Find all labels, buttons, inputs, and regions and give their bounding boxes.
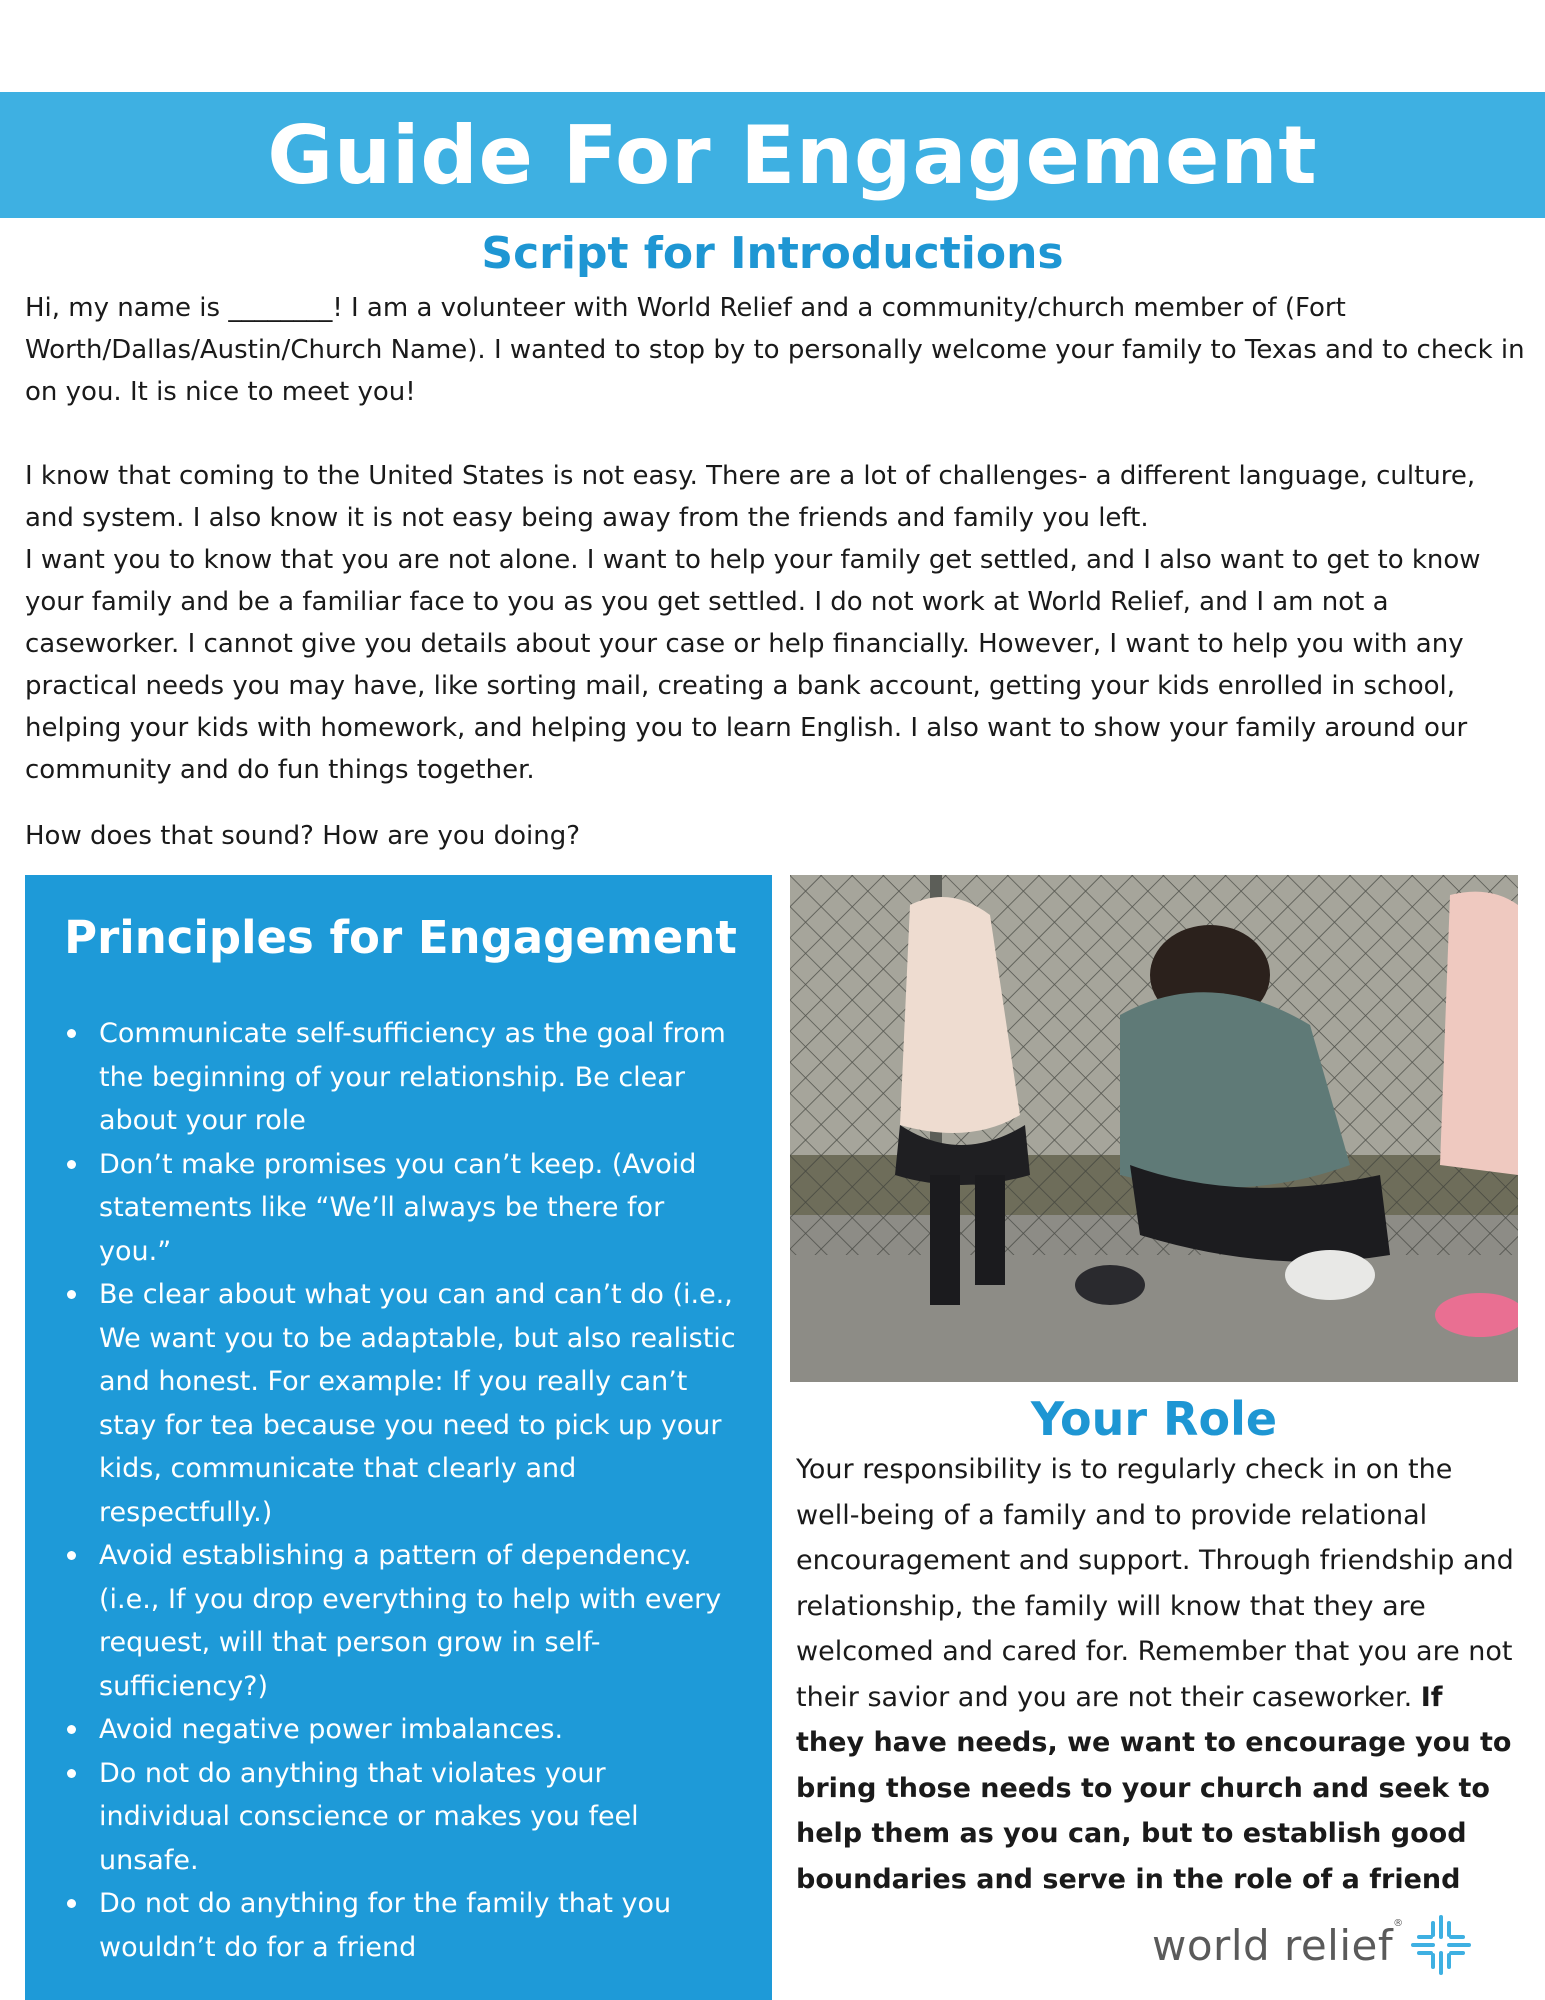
volunteer-photo [790,875,1518,1382]
intro-paragraph: How does that sound? How are you doing? [25,821,581,851]
role-text [796,1447,1516,1902]
list-item-text: Don’t make promises you can’t keep. (Avoid statements like “We’ll always be there for you.” [99,1148,697,1267]
list-item-text: Avoid establishing a pattern of dependency. (i.e., If you drop everything to help with every request, will that person grow in self-sufficiency?) [99,1540,722,1702]
bullet-icon [67,1290,76,1299]
principles-list [57,1012,744,1969]
role-text-regular: Your responsibility is to regularly check in on the well-being of a family and to provide relational encouragement and support. Through friendship and relationship, the family will know that they are welcomed and cared for. Remember that you are not their savior and you are not their caseworker. [796,1454,1514,1713]
role-title: Your Role [1030,1392,1278,1446]
script-section-title: Script for Introductions [481,228,1064,279]
bullet-icon [67,1029,76,1038]
list-item [57,1882,744,1969]
intro-paragraph: Hi, my name is ________! I am a volunteer with World Relief and a community/church member of (Fort Worth/Dallas/Austin/Church Name). I wanted to stop by to personally welcome your family to Texas and to check in on you. It is nice to meet you! [25,293,1525,407]
list-item [57,1143,744,1274]
role-text-bold: If they have needs, we want to encourage you to bring those needs to your church and seek to help them as you can, but to establish good boundaries and serve in the role of a friend [796,1681,1512,1895]
bullet-icon [67,1725,76,1734]
list-item-text: Do not do anything that violates your individual conscience or makes you feel unsafe. [99,1757,639,1876]
list-item [57,1012,744,1143]
intro-script [25,287,1525,857]
title-banner [0,92,1545,218]
principles-title: Principles for Engagement [64,911,737,964]
logo-registered-mark: ® [1393,1918,1404,1929]
list-item-text: Communicate self-sufficiency as the goal from the beginning of your relationship. Be clear about your role [99,1018,726,1136]
logo-text: world relief [1152,1920,1394,1970]
intro-paragraph: I know that coming to the United States is not easy. There are a lot of challenges- a different language, culture, and system. I also know it is not easy being away from the friends and family you left. [25,461,1476,533]
bullet-icon [67,1899,76,1908]
page-title: Guide For Engagement [267,108,1318,202]
photo-illustration [790,875,1518,1382]
list-item-text: Be clear about what you can and can’t do (i.e., We want you to be adaptable, but also realistic and honest. For example: If you really can’t stay for tea because you need to pick up your kids, communicate that clearly and respectfully.) [99,1279,736,1528]
principles-panel [25,875,772,2000]
bullet-icon [67,1160,76,1169]
list-item [57,1273,744,1534]
list-item [57,1708,744,1752]
bullet-icon [67,1769,76,1778]
list-item [57,1752,744,1883]
list-item-text: Do not do anything for the family that you wouldn’t do for a friend [99,1888,672,1963]
intro-paragraph: I want you to know that you are not alone. I want to help your family get settled, and I also want to get to know your family and be a familiar face to you as you get settled. I do not work at World Relief, and I am not a caseworker. I cannot give you details about your case or help financially. However, I want to help you with any practical needs you may have, like sorting mail, creating a bank account, getting your kids enrolled in school, helping your kids with homework, and helping you to learn English. I also want to show your family around our community and do fun things together. [25,545,1481,785]
bullet-icon [67,1551,76,1560]
cross-logo-icon [1409,1913,1473,1977]
list-item [57,1534,744,1708]
list-item-text: Avoid negative power imbalances. [99,1714,564,1745]
world-relief-logo [1152,1910,1473,1980]
